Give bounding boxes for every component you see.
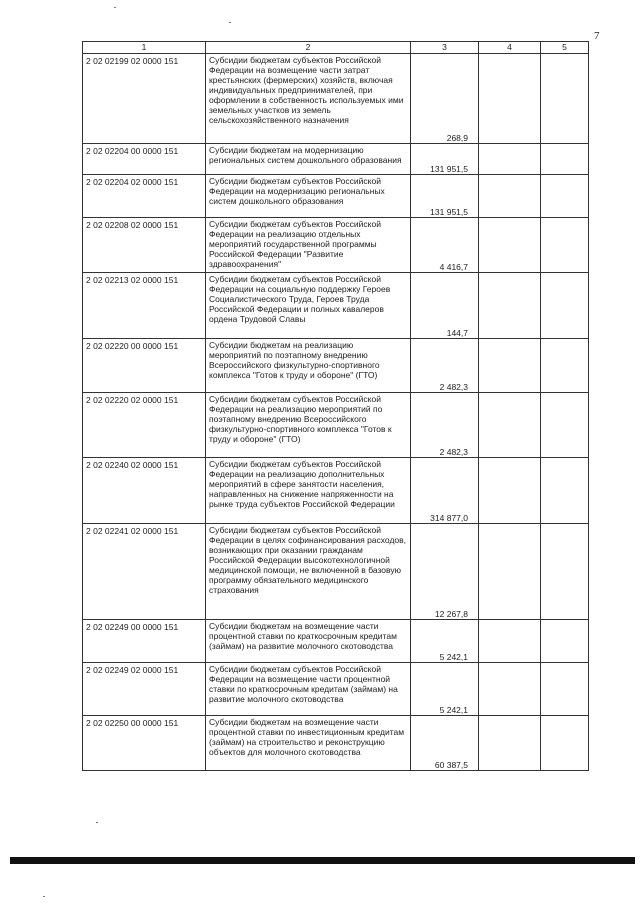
table-body: [83, 54, 589, 771]
scan-speck: [229, 22, 231, 23]
row-col5: [541, 175, 589, 218]
row-amount: 314 877,0: [411, 458, 479, 524]
row-col5: [541, 339, 589, 393]
row-amount: 5 242,1: [411, 663, 479, 716]
row-name: Субсидии бюджетам субъектов Российской Федерации на социальную поддержку Героев Социалистического Труда, Героев Труда Российской Федерации и полных кавалеров ордена Трудовой Славы: [206, 273, 411, 339]
row-code: 2 02 02250 00 0000 151: [83, 716, 206, 771]
row-name: Субсидии бюджетам субъектов Российской Федерации на реализацию дополнительных мероприятий в сфере занятости населения, направленных на снижение напряженности на рынке труда субъектов Российской Федерации: [206, 458, 411, 524]
row-col5: [541, 144, 589, 175]
row-col4: [479, 620, 541, 663]
row-amount: 12 267,8: [411, 524, 479, 620]
table-row: [83, 620, 589, 663]
table-row: [83, 175, 589, 218]
row-col5: [541, 524, 589, 620]
row-col5: [541, 273, 589, 339]
row-code: 2 02 02204 00 0000 151: [83, 144, 206, 175]
row-code: 2 02 02208 02 0000 151: [83, 218, 206, 273]
table-row: [83, 273, 589, 339]
col-header-1: 1: [83, 42, 206, 54]
col-header-4: 4: [479, 42, 541, 54]
row-name: Субсидии бюджетам субъектов Российской Федерации на реализацию отдельных мероприятий государственной программы Российской Федерации "Развитие здравоохранения": [206, 218, 411, 273]
row-name: Субсидии бюджетам на возмещение части процентной ставки по инвестиционным кредитам (займам) на строительство и реконструкцию объектов для молочного скотоводства: [206, 716, 411, 771]
table-row: [83, 663, 589, 716]
row-col5: [541, 716, 589, 771]
col-header-3: 3: [411, 42, 479, 54]
row-code: 2 02 02204 02 0000 151: [83, 175, 206, 218]
row-col4: [479, 339, 541, 393]
row-col4: [479, 218, 541, 273]
row-col5: [541, 218, 589, 273]
row-code: 2 02 02199 02 0000 151: [83, 54, 206, 144]
row-name: Субсидии бюджетам субъектов Российской Федерации на возмещение части процентной ставки по краткосрочным кредитам (займам) на развитие молочного скотоводства: [206, 663, 411, 716]
budget-table: [82, 41, 589, 771]
scan-speck: [114, 7, 116, 8]
row-col4: [479, 663, 541, 716]
row-code: 2 02 02220 00 0000 151: [83, 339, 206, 393]
row-amount: 60 387,5: [411, 716, 479, 771]
row-name: Субсидии бюджетам субъектов Российской Федерации на модернизацию региональных систем дошкольного образования: [206, 175, 411, 218]
table-row: [83, 54, 589, 144]
row-col5: [541, 663, 589, 716]
row-col5: [541, 620, 589, 663]
row-col4: [479, 393, 541, 458]
table-row: [83, 339, 589, 393]
row-amount: 268,9: [411, 54, 479, 144]
scan-speck: [96, 822, 98, 823]
row-col4: [479, 524, 541, 620]
row-amount: 144,7: [411, 273, 479, 339]
table-row: [83, 218, 589, 273]
row-amount: 131 951,5: [411, 144, 479, 175]
row-name: Субсидии бюджетам на модернизацию региональных систем дошкольного образования: [206, 144, 411, 175]
table-header: [83, 42, 589, 54]
row-code: 2 02 02249 02 0000 151: [83, 663, 206, 716]
row-name: Субсидии бюджетам на реализацию мероприятий по поэтапному внедрению Всероссийского физкультурно-спортивного комплекса "Готов к труду и обороне" (ГТО): [206, 339, 411, 393]
row-amount: 5 242,1: [411, 620, 479, 663]
row-code: 2 02 02240 02 0000 151: [83, 458, 206, 524]
table-row: [83, 716, 589, 771]
table-row: [83, 393, 589, 458]
row-amount: 2 482,3: [411, 393, 479, 458]
row-col5: [541, 393, 589, 458]
row-amount: 131 951,5: [411, 175, 479, 218]
row-name: Субсидии бюджетам субъектов Российской Федерации в целях софинансирования расходов, возникающих при оказании гражданам Российской Федерации высокотехнологичной медицинской помощи, не включенной в базовую программу обязательного медицинского страхования: [206, 524, 411, 620]
row-name: Субсидии бюджетам субъектов Российской Федерации на возмещение части затрат крестьянских (фермерских) хозяйств, включая индивидуальных предпринимателей, при оформлении в собственность используемых ими земельных участков из земель сельскохозяйственного назначения: [206, 54, 411, 144]
row-col5: [541, 54, 589, 144]
row-name: Субсидии бюджетам на возмещение части процентной ставки по краткосрочным кредитам (займам) на развитие молочного скотоводства: [206, 620, 411, 663]
row-code: 2 02 02213 02 0000 151: [83, 273, 206, 339]
page-number: 7: [594, 30, 600, 42]
scan-speck: [43, 896, 45, 897]
row-amount: 2 482,3: [411, 339, 479, 393]
row-col5: [541, 458, 589, 524]
table-row: [83, 458, 589, 524]
row-col4: [479, 458, 541, 524]
row-code: 2 02 02220 02 0000 151: [83, 393, 206, 458]
row-code: 2 02 02249 00 0000 151: [83, 620, 206, 663]
header-row: [83, 42, 589, 54]
row-name: Субсидии бюджетам субъектов Российской Федерации на реализацию мероприятий по поэтапному внедрению Всероссийского физкультурно-спортивного комплекса "Готов к труду и обороне" (ГТО): [206, 393, 411, 458]
row-code: 2 02 02241 02 0000 151: [83, 524, 206, 620]
row-col4: [479, 716, 541, 771]
row-col4: [479, 175, 541, 218]
row-amount: 4 416,7: [411, 218, 479, 273]
col-header-2: 2: [206, 42, 411, 54]
row-col4: [479, 273, 541, 339]
table-row: [83, 144, 589, 175]
col-header-5: 5: [541, 42, 589, 54]
row-col4: [479, 54, 541, 144]
scan-border-bar: [10, 857, 635, 864]
table-row: [83, 524, 589, 620]
row-col4: [479, 144, 541, 175]
